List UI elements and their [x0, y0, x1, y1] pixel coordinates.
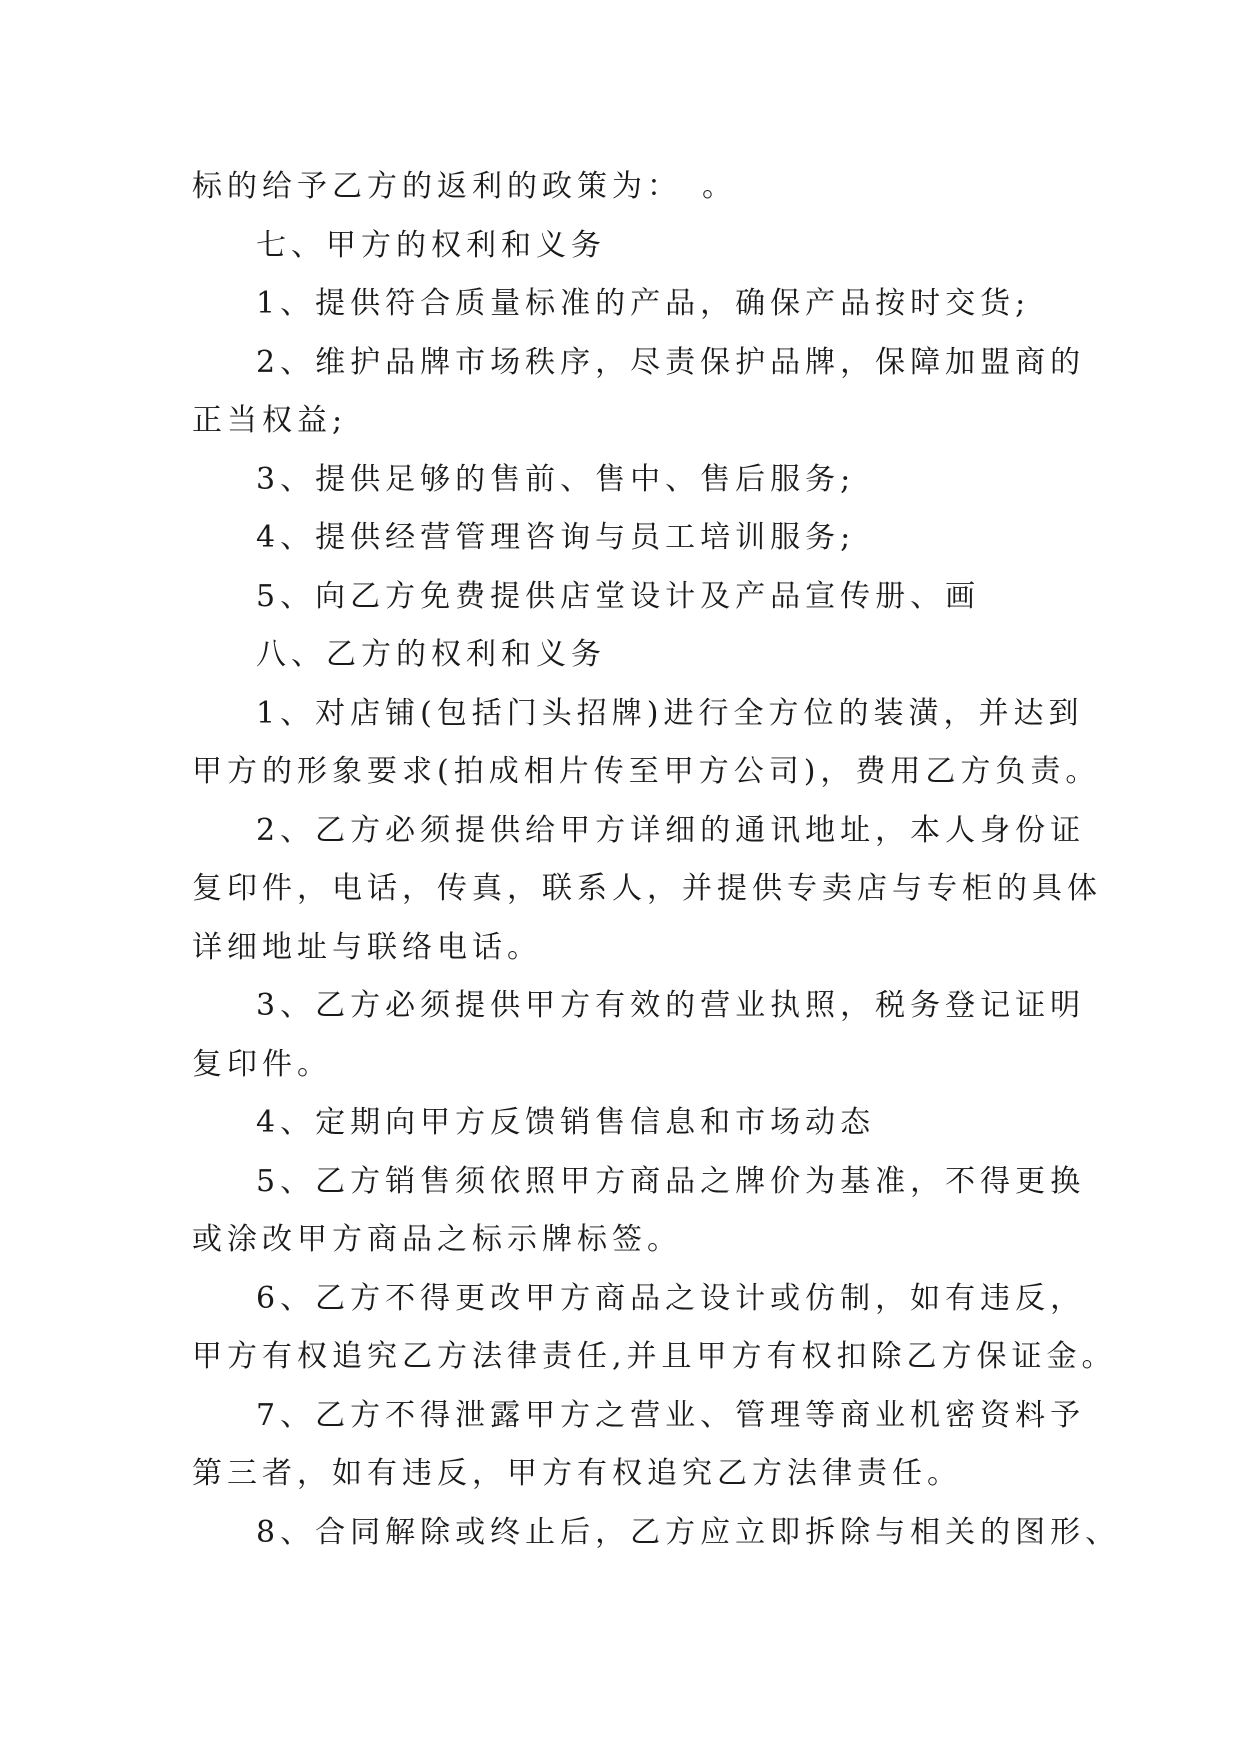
- text-line: 1、对店铺(包括门头招牌)进行全方位的装潢，并达到: [256, 695, 1084, 731]
- section-heading-party-a: 七、甲方的权利和义务: [256, 227, 606, 263]
- section-heading-party-b: 八、乙方的权利和义务: [256, 637, 606, 672]
- text-line: 甲方有权追究乙方法律责任,并且甲方有权扣除乙方保证金。: [192, 1339, 1117, 1374]
- text-line: 或涂改甲方商品之标示牌标签。: [192, 1222, 682, 1257]
- text-line: 3、乙方必须提供甲方有效的营业执照，税务登记证明: [256, 988, 1086, 1023]
- text-line: 6、乙方不得更改甲方商品之设计或仿制，如有违反，: [256, 1280, 1086, 1316]
- text-line: 正当权益;: [192, 403, 348, 438]
- text-line: 3、提供足够的售前、售中、售后服务;: [256, 461, 856, 497]
- text-line: 5、乙方销售须依照甲方商品之牌价为基准，不得更换: [256, 1163, 1086, 1199]
- text-line: 4、定期向甲方反馈销售信息和市场动态: [256, 1105, 876, 1140]
- text-line: 1、提供符合质量标准的产品，确保产品按时交货;: [256, 286, 1031, 321]
- text-line: 甲方的形象要求(拍成相片传至甲方公司)，费用乙方负责。: [192, 754, 1101, 789]
- text-line: 7、乙方不得泄露甲方之营业、管理等商业机密资料予: [256, 1397, 1086, 1433]
- document-body: [192, 158, 1121, 1562]
- text-line: 8、合同解除或终止后，乙方应立即拆除与相关的图形、: [256, 1514, 1121, 1550]
- text-line: 第三者，如有违反，甲方有权追究乙方法律责任。: [192, 1456, 962, 1491]
- text-line: 复印件。: [192, 1046, 332, 1082]
- text-line: 2、维护品牌市场秩序，尽责保护品牌，保障加盟商的: [256, 344, 1086, 380]
- text-line: 详细地址与联络电话。: [192, 929, 542, 965]
- text-line: 标的给予乙方的返利的政策为： 。: [192, 169, 737, 204]
- text-line: 2、乙方必须提供给甲方详细的通讯地址，本人身份证: [256, 812, 1086, 848]
- text-line: 复印件，电话，传真，联系人，并提供专卖店与专柜的具体: [192, 871, 1102, 906]
- text-line: 4、提供经营管理咨询与员工培训服务;: [256, 520, 856, 555]
- text-line: 5、向乙方免费提供店堂设计及产品宣传册、画: [256, 578, 981, 614]
